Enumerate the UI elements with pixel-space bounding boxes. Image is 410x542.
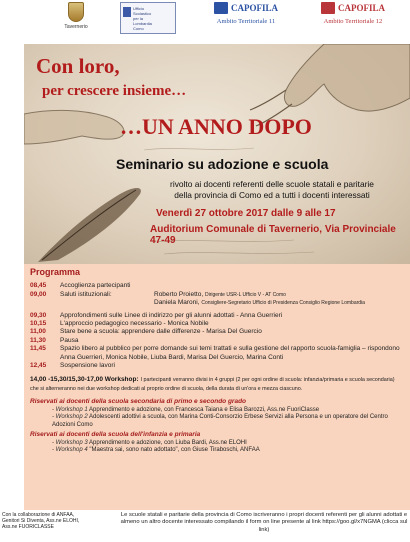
usr-line: Como — [133, 26, 144, 31]
program-row — [30, 299, 404, 307]
speaker-name: Roberto Proietto, — [154, 290, 204, 298]
tavernerio-crest-icon — [68, 2, 84, 22]
workshop-label: - Workshop 2 — [52, 414, 88, 421]
program-text — [60, 299, 404, 307]
seminar-title: Seminario su adozione e scuola — [116, 156, 329, 172]
workshop-text: "Maestra sai, sono nato adottato", con Giuse Tiraboschi, ANFAA — [89, 447, 260, 454]
program-row — [30, 328, 404, 336]
speaker-name: Daniela Maroni, — [154, 299, 200, 307]
speaker-role: Dirigente USR-L Ufficio V - AT Como — [204, 291, 286, 298]
workshop-note: I partecipanti verranno divisi in 4 gruppi (2 per ogni ordine di scuola: infanzia/primaria e scuola secondaria) che si alterneranno nei due workshop dedicati al proprio ordine di scuola, della durata di un'ora e mezza ciascuno. — [30, 377, 395, 392]
program-time: 11,00 — [30, 328, 46, 336]
program-time: 09,30 — [30, 311, 47, 319]
program-text: Spazio libero al pubblico per porre domande sui temi trattati e sulla gestione del rapporto scuola-famiglia – rispondono Anna Guerrieri, Monica Nobile, Liuba Bardi, Marisa Del Guercio, Marina Conti — [60, 345, 400, 361]
program-text: L'approccio pedagogico necessario - Monica Nobile — [60, 320, 209, 328]
program-time — [30, 299, 60, 307]
usr-logo — [120, 2, 176, 34]
program-time: 08,45 — [30, 282, 47, 290]
program-text: Pausa — [60, 336, 79, 344]
workshop-time: 14,00 -15,30/15,30-17,00 Workshop: — [30, 376, 139, 384]
title-line-3: …UN ANNO DOPO — [120, 114, 312, 139]
usr-box — [120, 2, 176, 34]
program-text: Approfondimenti sulle Linee di indirizzo per gli alunni adottati - Anna Guerrieri — [60, 311, 283, 319]
program-row — [30, 345, 404, 362]
subtitle-line-2: della provincia di Como ed a tutti i docenti interessati — [174, 190, 370, 200]
program-time: 11,45 — [30, 345, 46, 353]
capofila-12-title: CAPOFILA — [338, 3, 385, 13]
program-time: 10,15 — [30, 320, 47, 328]
program-time: 09,00 — [30, 290, 47, 298]
seminar-subtitle — [24, 179, 410, 201]
program-row — [30, 320, 404, 328]
group2-heading: Riservati ai docenti della scuola dell'infanzia e primaria — [30, 431, 201, 439]
program-row — [30, 362, 404, 370]
workshop-item — [30, 414, 404, 429]
workshop-label: - Workshop 4 — [52, 447, 88, 454]
collaboration-note: Con la collaborazione di ANFAA, Genitori Si Diventa, Ass.ne ELOHI, Ass.ne FUORICLASSE — [2, 512, 80, 530]
workshop-item — [30, 440, 404, 448]
program-row — [30, 337, 404, 345]
program-time: 11,30 — [30, 336, 46, 344]
program-heading: Programma — [30, 267, 81, 277]
subtitle-line-1: rivolto ai docenti referenti delle scuole statali e paritarie — [170, 179, 374, 189]
workshop-item — [30, 407, 404, 415]
program-row — [30, 312, 404, 320]
workshop-label: - Workshop 3 — [52, 439, 88, 446]
logo-strip — [0, 0, 410, 42]
program-row — [30, 291, 404, 299]
banner — [24, 44, 410, 264]
capofila-11-logo — [206, 2, 286, 25]
workshop-text: Apprendimento e adozione, con Liuba Bardi, Ass.ne ELOHI — [89, 439, 247, 446]
capofila-12-logo — [306, 2, 400, 25]
book-icon — [214, 2, 228, 14]
usr-line: Lombardia — [133, 21, 152, 26]
program-row — [30, 282, 404, 290]
usr-mark-icon — [123, 7, 131, 17]
greetings-label: Saluti istituzionali: — [60, 290, 112, 298]
workshop-label: - Workshop 1 — [52, 406, 88, 413]
usr-line: per la — [133, 16, 144, 21]
capofila-11-title: CAPOFILA — [231, 3, 278, 13]
program-text: Stare bene a scuola: apprendere dalle differenze - Marisa Del Guercio — [60, 328, 262, 336]
program-box — [24, 264, 410, 510]
program-text — [60, 291, 404, 299]
event-venue: Auditorium Comunale di Tavernerio, Via Provinciale 47-49 — [150, 224, 396, 246]
program-text: Accoglienza partecipanti — [60, 282, 131, 290]
school-icon — [321, 2, 335, 14]
tavernerio-logo — [56, 2, 96, 30]
workshop-intro — [30, 376, 404, 393]
capofila-11-ambito: Ambito Territoriale 11 — [216, 18, 276, 25]
registration-note: Le scuole statali e paritarie della provincia di Como iscriveranno i propri docenti referenti per gli alunni adottati e almeno un altro docente interessato compilando il form on line presente al link https://goo.gl/x7NGMA (clicca sul link) — [120, 512, 408, 533]
program-time: 12,45 — [30, 362, 47, 370]
event-date: Venerdì 27 ottobre 2017 dalle 9 alle 17 — [156, 208, 336, 219]
workshop-text: Apprendimento e adozione, con Francesca Taiana e Elisa Barozzi, Ass.ne FuoriClasse — [89, 406, 320, 413]
usr-line: Scolastico — [133, 11, 152, 16]
title-line-2: per crescere insieme… — [42, 83, 187, 99]
group1-heading: Riservati ai docenti della scuola secondaria di primo e secondo grado — [30, 398, 247, 406]
workshop-item — [30, 447, 404, 455]
program-text: Sospensione lavori — [60, 362, 115, 370]
capofila-12-ambito: Ambito Territoriale 12 — [323, 18, 383, 25]
usr-line: Ufficio — [133, 6, 145, 11]
speaker-role: Consigliere-Segretario Ufficio di Presidenza Consiglio Regione Lombardia — [201, 300, 365, 307]
tavernerio-caption: Tavernerio — [64, 24, 88, 30]
workshop-text: Adolescenti adottivi a scuola, con Marina Conti-Consorzio Erbese Servizi alla Persona e un operatore del Centro Adozioni Como — [52, 414, 388, 428]
title-line-1: Con loro, — [36, 54, 120, 78]
